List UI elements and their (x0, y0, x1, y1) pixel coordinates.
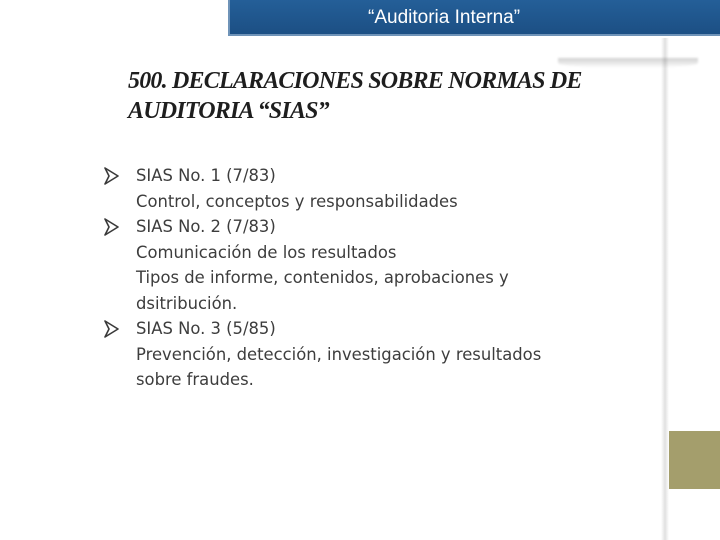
arrow-bullet-icon (104, 167, 119, 185)
list-item-detail: sobre fraudes. (136, 370, 254, 389)
list-item-detail: Tipos de informe, contenidos, aprobaciones y (136, 268, 509, 287)
arrow-bullet-icon (104, 218, 119, 236)
list-item-label: SIAS No. 3 (5/85) (136, 319, 276, 338)
right-shadow (661, 38, 669, 540)
arrow-bullet-icon (104, 320, 119, 338)
slide-title-line-1: 500. DECLARACIONES SOBRE NORMAS DE (128, 68, 582, 94)
list-item-detail: Control, conceptos y responsabilidades (136, 191, 458, 211)
list-item-sias-2 (104, 214, 639, 240)
list-item-label: SIAS No. 1 (7/83) (136, 166, 276, 185)
list-item-sias-1 (104, 163, 639, 189)
list-item-label: SIAS No. 2 (7/83) (136, 217, 276, 236)
list-item-detail: Comunicación de los resultados (136, 242, 397, 262)
header-title: “Auditoria Interna” (368, 7, 521, 28)
list-item-sias-3 (104, 316, 639, 342)
content-list (104, 163, 639, 393)
accent-square (669, 431, 720, 489)
list-item-detail: Prevención, detección, investigación y resultados (136, 344, 542, 364)
slide-title-line-2: AUDITORIA “SIAS” (128, 98, 329, 124)
slide-title (128, 66, 648, 126)
list-item-detail: dsitribución. (136, 293, 238, 313)
